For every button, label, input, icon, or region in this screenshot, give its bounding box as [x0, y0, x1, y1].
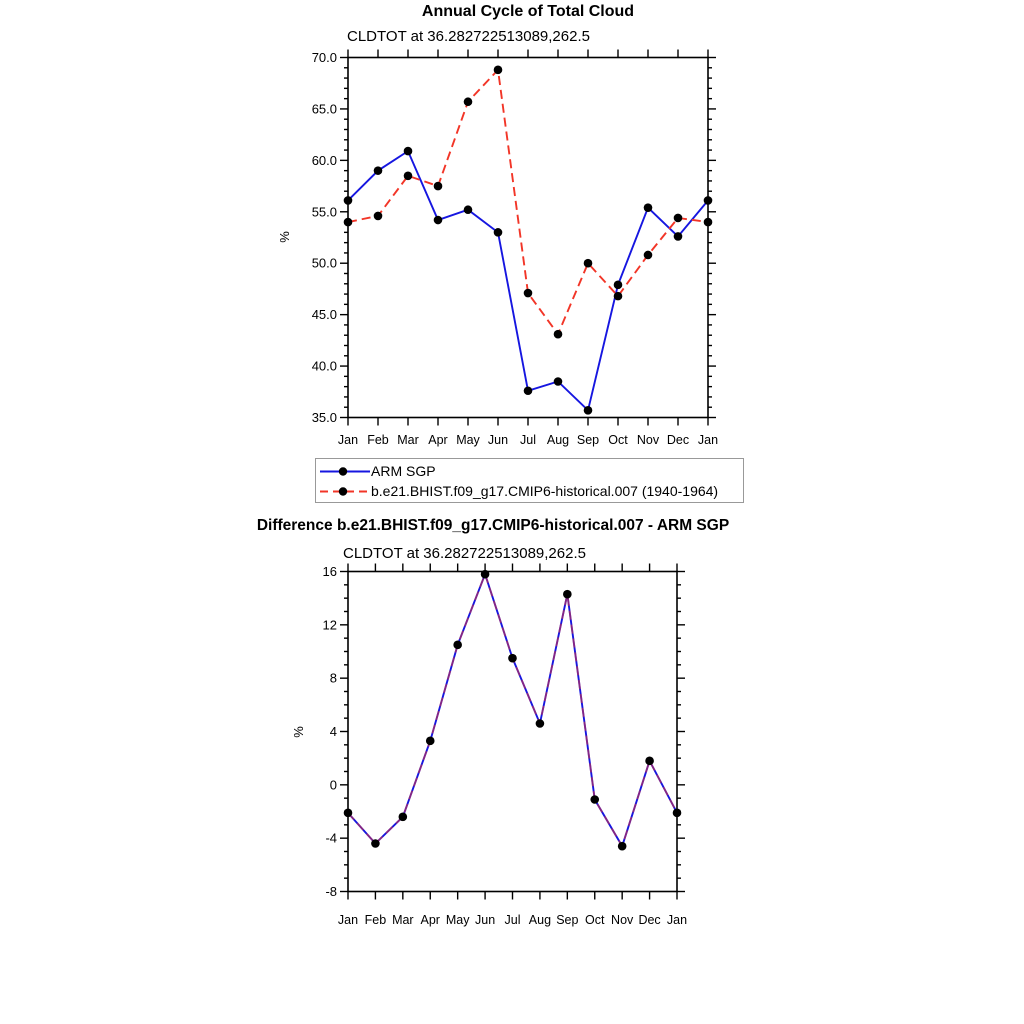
- legend-row-model: [319, 481, 741, 501]
- svg-text:50.0: 50.0: [311, 255, 337, 271]
- y-axis-unit-label: %: [291, 726, 306, 738]
- svg-text:Jul: Jul: [520, 433, 536, 447]
- svg-text:Mar: Mar: [397, 433, 419, 447]
- series-0: [344, 570, 682, 851]
- svg-text:4: 4: [329, 724, 337, 739]
- svg-text:Dec: Dec: [638, 913, 661, 927]
- axes: [340, 50, 716, 426]
- series-1: [344, 66, 713, 339]
- svg-text:Nov: Nov: [611, 913, 634, 927]
- svg-text:Aug: Aug: [546, 433, 570, 447]
- svg-text:Apr: Apr: [428, 433, 448, 447]
- svg-text:Sep: Sep: [556, 913, 579, 927]
- svg-text:Sep: Sep: [576, 433, 600, 447]
- svg-text:Jan: Jan: [337, 913, 359, 927]
- top-chart-title: Annual Cycle of Total Cloud: [421, 3, 635, 20]
- svg-text:40.0: 40.0: [311, 358, 337, 374]
- axis-labels: [291, 564, 687, 927]
- svg-text:Jan: Jan: [666, 913, 688, 927]
- svg-text:70.0: 70.0: [311, 50, 337, 65]
- legend-row-arm-sgp: [319, 461, 741, 481]
- top-chart: [277, 50, 718, 448]
- legend-label-model: b.e21.BHIST.f09_g17.CMIP6-historical.007 (1940-1964): [371, 483, 719, 499]
- svg-text:16: 16: [322, 564, 337, 579]
- svg-text:Jun: Jun: [475, 913, 496, 927]
- svg-text:0: 0: [329, 777, 337, 793]
- svg-text:Jul: Jul: [504, 913, 521, 927]
- svg-text:Mar: Mar: [392, 913, 414, 927]
- svg-text:45.0: 45.0: [311, 307, 337, 323]
- axes: [340, 564, 685, 900]
- svg-text:Oct: Oct: [585, 913, 605, 927]
- red-dashed-line-sample-icon: [319, 486, 371, 497]
- svg-text:35.0: 35.0: [311, 410, 337, 425]
- svg-text:-8: -8: [325, 884, 337, 899]
- svg-text:65.0: 65.0: [311, 101, 337, 117]
- top-chart-subtitle: CLDTOT at 36.282722513089,262.5: [347, 28, 590, 45]
- svg-text:60.0: 60.0: [311, 152, 337, 168]
- difference-chart: [291, 564, 687, 928]
- svg-text:May: May: [456, 433, 480, 447]
- svg-text:Dec: Dec: [666, 433, 690, 447]
- difference-chart-title: Difference b.e21.BHIST.f09_g17.CMIP6-historical.007 - ARM SGP: [256, 517, 730, 534]
- svg-text:-4: -4: [325, 830, 337, 846]
- svg-text:12: 12: [322, 617, 337, 633]
- svg-text:Feb: Feb: [364, 913, 387, 927]
- svg-text:Feb: Feb: [367, 433, 389, 447]
- svg-text:Jun: Jun: [487, 433, 509, 447]
- svg-text:Apr: Apr: [420, 913, 440, 927]
- difference-chart-subtitle: CLDTOT at 36.282722513089,262.5: [343, 545, 586, 562]
- svg-text:8: 8: [329, 670, 337, 686]
- series-0: [344, 147, 713, 415]
- svg-text:Jan: Jan: [697, 433, 719, 447]
- svg-text:Nov: Nov: [636, 433, 660, 447]
- blue-solid-line-sample-icon: [319, 466, 371, 477]
- svg-text:May: May: [445, 913, 470, 927]
- svg-text:Jan: Jan: [337, 433, 359, 447]
- svg-text:Aug: Aug: [528, 913, 552, 927]
- svg-text:Oct: Oct: [608, 433, 628, 447]
- legend-label-arm-sgp: ARM SGP: [371, 463, 436, 479]
- svg-text:55.0: 55.0: [311, 204, 337, 220]
- legend-box: [315, 458, 744, 503]
- y-axis-unit-label: %: [277, 231, 292, 243]
